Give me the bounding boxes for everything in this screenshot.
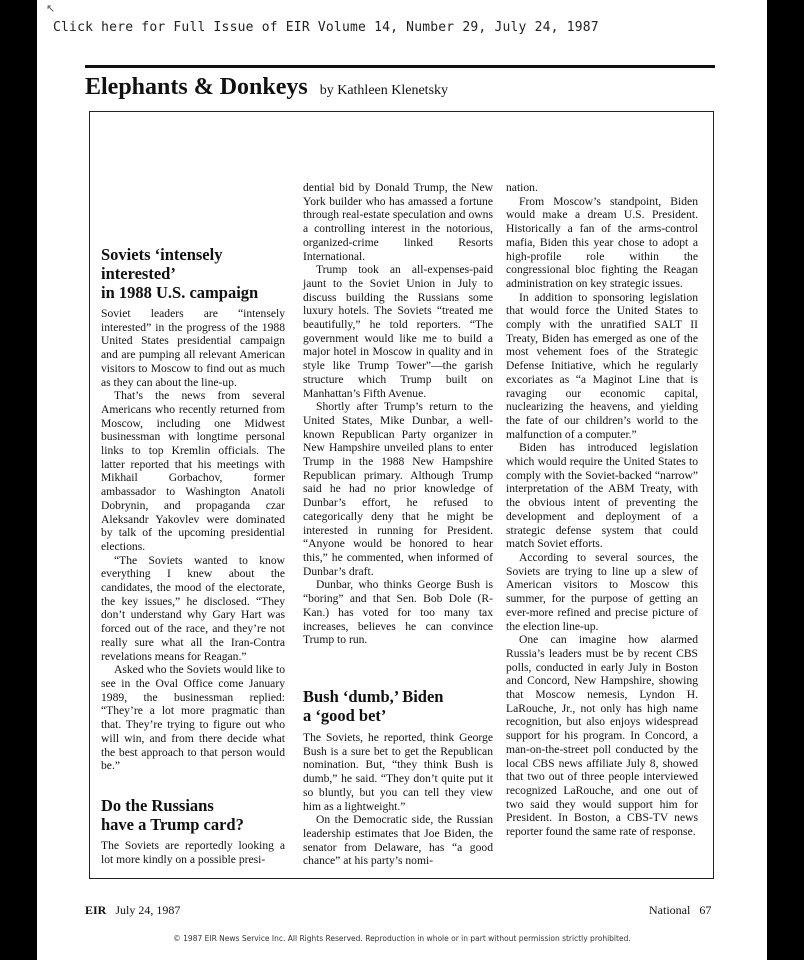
full-issue-link[interactable]: Click here for Full Issue of EIR Volume 14, Number 29, July 24, 1987 bbox=[53, 20, 599, 35]
column-2 bbox=[303, 181, 493, 647]
paragraph: Trump took an all-expenses-paid jaunt to the Soviet Union in July to discuss building the Russians some luxury hotels. The Soviets “treated me beautifully,” he told reporters. “The government would like me to build a major hotel in Moscow in quality and in style like Trump Tower”—the garish structure which Trump built on Manhattan’s Fifth Avenue. bbox=[303, 263, 493, 400]
paragraph: The Soviets, he reported, think George Bush is a sure bet to get the Republican nomination. But, “they think Bush is dumb,” he said. “They don’t quite put it so bluntly, but you can tell they view him as a lightweight.” bbox=[303, 731, 493, 813]
paragraph: Biden has introduced legislation which would require the United States to comply with the Soviet-backed “narrow” interpretation of the ABM Treaty, with the obvious intent of preventing the development and deployment of a strategic defense system that could match Soviet efforts. bbox=[506, 441, 698, 551]
paragraph: From Moscow’s standpoint, Biden would make a dream U.S. President. Historically a fan of the arms-control mafia, Biden this year chose to adopt a high-profile role within the congressional bloc fighting the Reagan administration on key strategic issues. bbox=[506, 194, 698, 290]
article-title: Elephants & Donkeys bbox=[85, 74, 308, 100]
paragraph: “The Soviets wanted to know everything I knew about the candidates, the mood of the electorate, the key issues,” he disclosed. “They don’t understand why Gary Hart was forced out of the race, and they’re not really sure what all the Iran-Contra revelations means for Reagan.” bbox=[101, 553, 285, 663]
paragraph: The Soviets are reportedly looking a lot more kindly on a possible presi- bbox=[101, 839, 285, 866]
paragraph: In addition to sponsoring legislation that would force the United States to comply with the unratified SALT II Treaty, Biden has emerged as one of the most vehement foes of the Strategic Defense Initiative, which he regularly excoriates as “a Maginot Line that is ravaging our economic capital, nuclearizing the heavens, and yielding the fate of our children’s world to the malfunction of a computer.” bbox=[506, 290, 698, 441]
paragraph: One can imagine how alarmed Russia’s leaders must be by recent CBS polls, conducted in early July in Boston and Concord, New Hampshire, showing that Moscow nemesis, Lyndon H. LaRouche, Jr., not only has high name recognition, but also enjoys widespread support for his program. In Concord, a man-on-the-street poll conducted by the local CBS news affiliate July 8, showed that two out of three people interviewed recognized LaRouche, and one out of two said they would support him for President. In Boston, a CBS-TV news reporter found the same rate of response. bbox=[506, 633, 698, 839]
paragraph: On the Democratic side, the Russian leadership estimates that Joe Biden, the senator from Delaware, has “a good chance” at his party’s nomi- bbox=[303, 813, 493, 868]
article-byline: by Kathleen Klenetsky bbox=[319, 83, 449, 98]
paragraph: Shortly after Trump’s return to the United States, Mike Dunbar, a well-known Republican Party organizer in New Hampshire unveiled plans to enter Trump in the 1988 New Hampshire Republican primary. Although Trump said he had no prior knowledge of Dunbar’s effort, he refused to categorically deny that he might be interested in running for President. “Anyone would be honored to hear this,” he commented, when informed of Dunbar’s draft. bbox=[303, 400, 493, 578]
footer-brand: EIR bbox=[85, 903, 107, 917]
footer-section: National bbox=[649, 903, 691, 917]
article-header bbox=[85, 74, 725, 101]
title-rule bbox=[85, 65, 715, 68]
paragraph: Soviet leaders are “intensely interested” in the progress of the 1988 United States presidential campaign and are pumping all relevant American visitors to Moscow to find out as much as they can about the line-up. bbox=[101, 307, 285, 389]
copyright-notice: © 1987 EIR News Service Inc. All Rights Reserved. Reproduction in whole or in part without permission strictly prohibited. bbox=[173, 934, 631, 943]
document-page bbox=[37, 0, 767, 960]
footer-date: July 24, 1987 bbox=[115, 903, 181, 917]
heading-bush-biden: Bush ‘dumb,’ Biden a ‘good bet’ bbox=[303, 687, 444, 725]
column-2-lower bbox=[303, 687, 493, 868]
paragraph: Dunbar, who thinks George Bush is “boring” and that Sen. Bob Dole (R-Kan.) has voted for too many tax increases, believes he can convince Trump to run. bbox=[303, 578, 493, 647]
column-3 bbox=[506, 181, 698, 839]
paragraph: dential bid by Donald Trump, the New York builder who has amassed a fortune through real-estate speculation and owns a controlling interest in the notorious, organized-crime linked Resorts International. bbox=[303, 181, 493, 263]
footer-left bbox=[85, 903, 180, 918]
column-1-lower bbox=[101, 796, 285, 866]
paragraph: According to several sources, the Soviets are trying to line up a slew of American visitors to Moscow this summer, for the purpose of getting an ever-more refined and precise picture of the election line-up. bbox=[506, 550, 698, 633]
back-arrow-icon[interactable]: ↖ bbox=[46, 2, 56, 15]
paragraph: nation. bbox=[506, 181, 538, 194]
heading-trump-card: Do the Russians have a Trump card? bbox=[101, 796, 244, 834]
column-1 bbox=[101, 245, 285, 773]
paragraph: That’s the news from several Americans who recently returned from Moscow, including one Midwest businessman with longtime personal links to top Kremlin officials. The latter reported that his meetings with Mikhail Gorbachov, former ambassador to Washington Anatoli Dobrynin, and propaganda czar Aleksandr Yakovlev were dominated by talk of the upcoming presidential elections. bbox=[101, 389, 285, 553]
heading-soviets-interested: Soviets ‘intensely interested’ in 1988 U.S. campaign bbox=[101, 245, 259, 302]
footer-page-number: 67 bbox=[699, 903, 712, 917]
paragraph: Asked who the Soviets would like to see in the Oval Office come January 1989, the businessman replied: “They’re a lot more pragmatic than that. They’re trying to figure out who will win, and from there decide what the best approach to that person would be.” bbox=[101, 663, 285, 773]
footer-right bbox=[649, 903, 711, 918]
